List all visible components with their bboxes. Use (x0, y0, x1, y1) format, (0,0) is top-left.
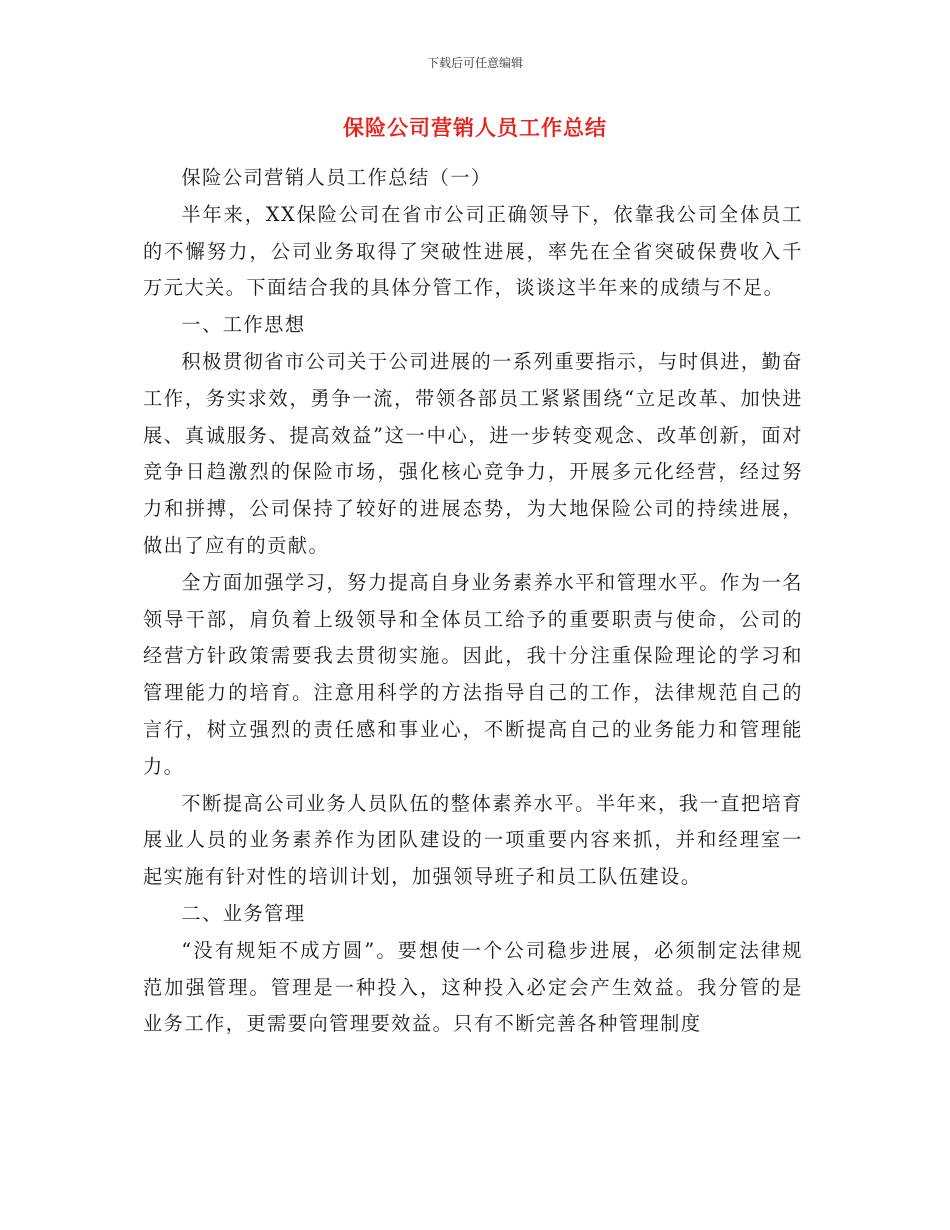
paragraph-intro: 半年来，XX保险公司在省市公司正确领导下，依靠我公司全体员工的不懈努力，公司业务取得了突破性进展，率先在全省突破保费收入千万元大关。下面结合我的具体分管工作，谈谈这半年来的成绩与不足。 (143, 202, 803, 300)
document-body (143, 160, 803, 1043)
paragraph-learning: 全方面加强学习，努力提高自身业务素养水平和管理水平。作为一名领导干部，肩负着上级领导和全体员工给予的重要职责与使命，公司的经营方针政策需要我去贯彻实施。因此，我十分注重保险理论的学习和管理能力的培育。注意用科学的方法指导自己的工作，法律规范自己的言行，树立强烈的责任感和事业心，不断提高自己的业务能力和管理能力。 (143, 570, 803, 778)
paragraph-management: “没有规矩不成方圆”。要想使一个公司稳步进展，必须制定法律规范加强管理。管理是一种投入，这种投入必定会产生效益。我分管的是业务工作，更需要向管理要效益。只有不断完善各种管理制度 (143, 938, 803, 1036)
header-note: 下载后可任意编辑 (426, 56, 523, 70)
document-title: 保险公司营销人员工作总结 (343, 116, 607, 140)
section-heading-business-management: 二、业务管理 (181, 901, 306, 925)
paragraph-team: 不断提高公司业务人员队伍的整体素养水平。半年来，我一直把培育展业人员的业务素养作为团队建设的一项重要内容来抓，并和经理室一起实施有针对性的培训计划，加强领导班子和员工队伍建设。 (143, 791, 803, 889)
paragraph-work-thought: 积极贯彻省市公司关于公司进展的一系列重要指示，与时俱进，勤奋工作，务实求效，勇争一流，带领各部员工紧紧围绕“立足改革、加快进展、真诚服务、提高效益”这一中心，进一步转变观念、改革创新，面对竞争日趋激烈的保险市场，强化核心竞争力，开展多元化经营，经过努力和拼搏，公司保持了较好的进展态势，为大地保险公司的持续进展，做出了应有的贡献。 (143, 349, 803, 557)
subtitle-paragraph: 保险公司营销人员工作总结（一） (181, 166, 492, 189)
section-heading-work-thought: 一、工作思想 (181, 313, 306, 337)
